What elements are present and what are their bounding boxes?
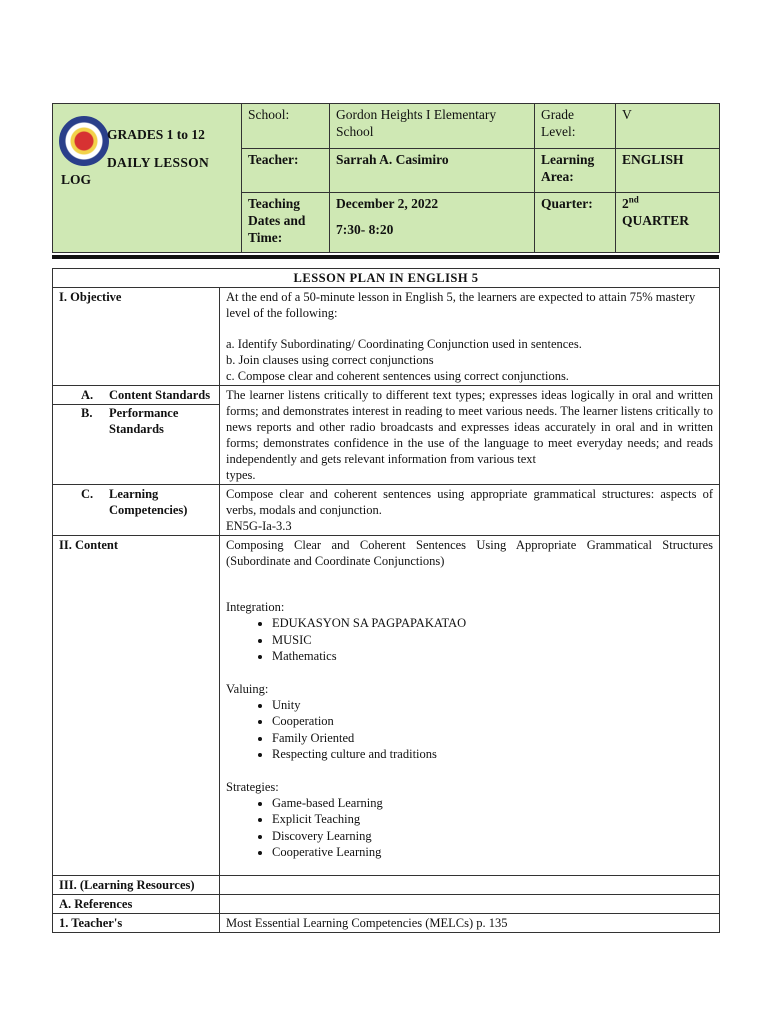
log-label: LOG <box>61 172 92 187</box>
list-item: • Cooperation <box>272 713 713 730</box>
objective-item: b. Join clauses using correct conjunctions <box>226 353 434 367</box>
time-value: 7:30- 8:20 <box>336 222 394 237</box>
quarter-word: QUARTER <box>622 213 690 228</box>
competencies-text: Compose clear and coherent sentences using appropriate grammatical structures: aspects of verbs, modals and conjunction. <box>226 487 713 517</box>
list-item: • MUSIC <box>272 632 713 649</box>
list-item: • Game-based Learning <box>272 795 713 812</box>
teachers-value: Most Essential Learning Competencies (MELCs) p. 135 <box>220 913 720 932</box>
strategies-list <box>226 795 713 861</box>
strategies-label: Strategies: <box>226 779 279 794</box>
content-text: Composing Clear and Coherent Sentences Using Appropriate Grammatical Structures (Subordinate and Coordinate Conjunctions) <box>226 538 713 568</box>
competencies-code: EN5G-Ia-3.3 <box>226 519 292 533</box>
header-separator <box>52 255 719 259</box>
objective-item: c. Compose clear and coherent sentences using correct conjunctions. <box>226 369 569 383</box>
objective-content <box>220 288 720 386</box>
content-standards-label: A. Content Standards <box>81 388 211 402</box>
quarter-suffix: nd <box>628 194 639 205</box>
resources-content <box>220 875 720 894</box>
list-item: • EDUKASYON SA PAGPAPAKATAO <box>272 615 713 632</box>
standards-tail: types. <box>226 468 256 482</box>
header-table <box>52 103 720 253</box>
teaching-dates-value <box>330 193 535 253</box>
teacher-label: Teacher: <box>242 149 330 193</box>
school-value: Gordon Heights I Elementary School <box>330 104 535 149</box>
learning-area-label: Learning Area: <box>535 149 616 193</box>
references-label: A. References <box>53 894 220 913</box>
competencies-label: Learning Competencies) <box>109 487 188 517</box>
integration-list <box>226 615 713 665</box>
standards-text: The learner listens critically to different text types; expresses ideas logically in oral and written forms; and demonstrates interest in reading to meet various needs. The learner listens critically to news reports and other radio broadcasts and expresses ideas accurately in oral and in written forms; demonstrates confidence in the use of the language to meet everyday needs; and reads independently and gets relevant information from various text <box>226 388 713 466</box>
list-item: • Cooperative Learning <box>272 844 713 861</box>
logo-cell <box>53 104 242 253</box>
teaching-dates-label: Teaching Dates and Time: <box>242 193 330 253</box>
list-item: • Family Oriented <box>272 730 713 747</box>
lesson-plan-title: LESSON PLAN IN ENGLISH 5 <box>53 269 720 288</box>
standards-labels <box>53 386 220 485</box>
objective-item: a. Identify Subordinating/ Coordinating Conjunction used in sentences. <box>226 337 582 351</box>
integration-label: Integration: <box>226 600 285 614</box>
list-item: • Explicit Teaching <box>272 811 713 828</box>
competencies-label-cell <box>53 485 220 536</box>
valuing-list <box>226 697 713 763</box>
daily-lesson-label: DAILY LESSON <box>107 155 210 170</box>
list-item: • Respecting culture and traditions <box>272 746 713 763</box>
list-item: • Unity <box>272 697 713 714</box>
objective-label: I. Objective <box>53 288 220 386</box>
performance-standards-label: B. Performance Standards <box>81 406 179 436</box>
school-label: School: <box>242 104 330 149</box>
competencies-content <box>220 485 720 536</box>
references-content <box>220 894 720 913</box>
objective-intro: At the end of a 50-minute lesson in English 5, the learners are expected to attain 75% mastery level of the following: <box>226 290 696 320</box>
quarter-value <box>616 193 720 253</box>
quarter-number: 2 <box>622 196 629 211</box>
lesson-plan-table <box>52 268 720 933</box>
content-cell <box>220 536 720 876</box>
list-item: • Mathematics <box>272 648 713 665</box>
content-label: II. Content <box>53 536 220 876</box>
teachers-label: 1. Teacher's <box>53 913 220 932</box>
grade-level-label: Grade Level: <box>535 104 616 149</box>
teacher-value: Sarrah A. Casimiro <box>330 149 535 193</box>
competencies-letter: C. <box>81 487 94 501</box>
grades-label: GRADES 1 to 12 <box>107 127 205 142</box>
learning-area-value: ENGLISH <box>616 149 720 193</box>
list-item: • Discovery Learning <box>272 828 713 845</box>
deped-seal-icon <box>59 116 109 166</box>
resources-label: III. (Learning Resources) <box>53 875 220 894</box>
grade-level-value: V <box>616 104 720 149</box>
date-value: December 2, 2022 <box>336 196 439 211</box>
valuing-label: Valuing: <box>226 681 269 696</box>
quarter-label: Quarter: <box>535 193 616 253</box>
standards-content <box>220 386 720 485</box>
